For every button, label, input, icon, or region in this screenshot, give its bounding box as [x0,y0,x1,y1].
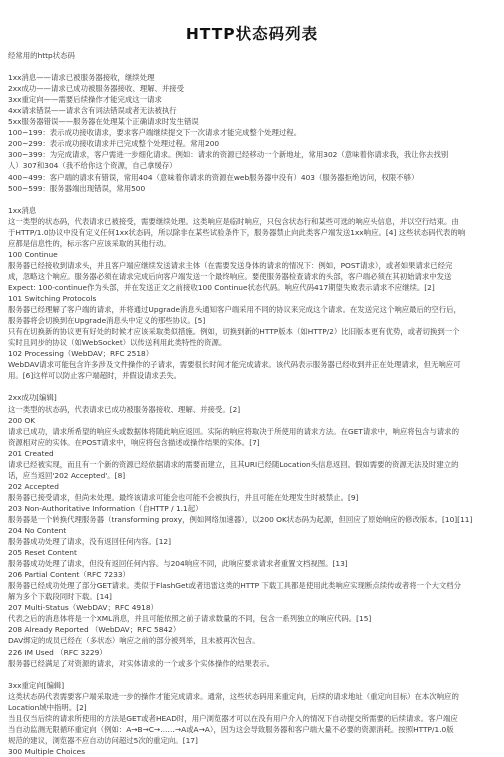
text-line: 实时且同步的协议（如WebSocket）以传送利用此类特性的资源。 [8,338,227,348]
text-line: 102 Processing（WebDAV；RFC 2518） [8,349,154,359]
text-line: 300~399：为完成请求，客户需进一步细化请求。例如：请求的资源已经移动一个新地址，常用302（意味着你请求我，我让你去找别 [8,150,449,160]
text-line: 100~199：表示成功接收请求，要求客户端继续提交下一次请求才能完成整个处理过程。 [8,128,302,138]
text-line: 只有在切换新的协议更有好处的时候才应该采取类似措施。例如，切换到新的HTTP版本（如HTTP/2）比旧版本更有优势，或者切换到一个 [8,327,460,337]
blank-line [8,61,500,72]
text-line: 101 Switching Protocols [8,294,97,304]
document-title: HTTP状态码列表 [185,25,319,43]
text-line: 于HTTP/1.0协议中没有定义任何1xx状态码，所以除非在某些试验条件下，服务器禁止向此类客户端发送1xx响应。[4] 这些状态码代表的响 [8,227,466,237]
text-line: 服务器成功处理了请求，但没有返回任何内容。与204响应不同，此响应要求请求者重置文档视图。[13] [8,559,348,569]
text-line: 2xx成功[编辑] [8,393,57,403]
text-line: 3xx重定向[编辑] [8,680,65,690]
text-line: Location域中指明。[2] [8,702,87,712]
text-line: 请求已成功，请求所希望的响应头或数据体将随此响应返回。实际的响应将取决于所使用的请求方法。在GET请求中，响应将包含与请求的 [8,426,459,436]
text-line: 应都是信息性的，标示客户应该采取的其他行动。 [8,238,171,248]
text-line: 服务器已经满足了对资源的请求，对实体请求的一个或多个实体操作的结果表示。 [8,658,275,668]
text-line: 服务器已经接收到请求头，并且客户端应继续发送请求主体（在需要发送身体的请求的情况下：例如，POST请求），或者如果请求已经完 [8,260,453,270]
text-line: 203 Non-Authoritative Information（自HTTP / 1.1起） [8,503,203,513]
text-line: 当自动监测无限循环重定向（例如：A→B→C→……→A或A→A），因为这会导致服务器和客户端大量不必要的资源消耗。按照HTTP/1.0版 [8,724,454,734]
text-line: 服务器是一个转换代理服务器（transforming proxy，例如网络加速器），以200 OK状态码为起源，但回应了原始响应的修改版本。[10][11] [8,514,473,524]
text-line: 这类状态码代表需要客户端采取进一步的操作才能完成请求。通常，这些状态码用来重定向，后续的请求地址（重定向目标）在本次响应的 [8,691,459,701]
text-line: 205 Reset Content [8,548,77,558]
text-line: 1xx消息 [8,205,37,215]
text-line: 请求已经被实现，而且有一个新的资源已经依据请求的需要而建立，且其URI已经随Location头信息返回。假如需要的资源无法及时建立的 [8,459,459,469]
text-line: 解为多个下载段同时下载。[14] [8,592,112,602]
text-line: 代表之后的消息体将是一个XML消息，并且可能依照之前子请求数量的不同，包含一系列独立的响应代码。[15] [8,614,372,624]
text-line: 这一类型的状态码，代表请求已被接受，需要继续处理。这类响应是临时响应，只包含状态行和某些可选的响应头信息，并以空行结束。由 [8,216,459,226]
text-line: 5xx服务器错误——服务器在处理某个正确请求时发生错误 [8,117,199,127]
text-line: 服务器已经理解了客户端的请求，并将通过Upgrade消息头通知客户端采用不同的协议来完成这个请求。在发送完这个响应最后的空行后， [8,305,461,315]
text-line: 4xx请求错误——请求含有词法错误或者无法被执行 [8,106,177,116]
text-line: Expect: 100-continue作为头部，并在发送正文之前接收100 Continue状态代码。响应代码417期望失败表示请求不应继续。[2] [8,282,435,292]
text-line: 206 Partial Content（RFC 7233） [8,570,130,580]
text-line: 208 Already Reported （WebDAV；RFC 5842） [8,625,181,635]
text-line: 规范的建议，浏览器不应自动访问超过5次的重定向。[17] [8,735,198,745]
text-line: 人）307和304（我不给你这个资源，自己拿缓存） [8,161,177,171]
text-line: 400~499：客户端的请求有错误，常用404（意味着你请求的资源在web服务器中没有）403（服务器拒绝访问，权限不够） [8,172,419,182]
blank-line [8,669,500,680]
text-line: 202 Accepted [8,481,59,491]
text-line: 3xx重定向——需要后续操作才能完成这一请求 [8,95,162,105]
text-line: 1xx消息——请求已被服务器接收，继续处理 [8,73,155,83]
text-line: 服务器成功处理了请求，没有返回任何内容。[12] [8,537,171,547]
blank-line [8,381,500,392]
document-body [8,50,500,757]
text-line: 经常用的http状态码 [8,51,75,60]
text-line: 200 OK [8,415,36,425]
text-line: 这一类型的状态码，代表请求已成功被服务器接收、理解、并接受。[2] [8,404,241,414]
text-line: 200~299：表示成功接收请求并已完成整个处理过程。常用200 [8,139,220,149]
text-line: 201 Created [8,448,54,458]
text-line: 用。[6]这样可以防止客户端超时，并假设请求丢失。 [8,371,182,381]
text-line: 226 IM Used （RFC 3229） [8,647,107,657]
section-gap [8,194,500,205]
text-line: 当且仅当后续的请求所使用的方法是GET或者HEAD时，用户浏览器才可以在没有用户介入的情况下自动提交所需要的后续请求。客户端应 [8,713,458,723]
text-line: 300 Multiple Choices [8,746,86,756]
text-line: 204 No Content [8,526,67,536]
text-line: 服务器将会切换到在Upgrade消息头中定义的那些协议。[5] [8,316,206,326]
text-line: 成，忽略这个响应。服务器必须在请求完成后向客户端发送一个最终响应。要使服务器检查请求的头部，客户端必须在其初始请求中发送 [8,271,452,281]
text-line: 100 Continue [8,249,58,259]
text-line: 话，应当返回'202 Accepted'。[8] [8,470,126,480]
text-line: DAV绑定的成员已经在（多状态）响应之前的部分被列举，且未被再次包含。 [8,636,260,646]
text-line: 资源相对应的实体。在POST请求中，响应将包含描述或操作结果的实体。[7] [8,437,260,447]
text-line: 500~599：服务器端出现错误，常用500 [8,183,146,193]
text-line: 服务器已经成功处理了部分GET请求。类似于FlashGet或者迅雷这类的HTTP 下载工具都是使用此类响应实现断点续传或者将一个大文档分 [8,581,462,591]
text-line: 2xx成功——请求已成功被服务器接收、理解、并接受 [8,84,185,94]
text-line: WebDAV请求可能包含许多涉及文件操作的子请求，需要很长时间才能完成请求。该代码表示服务器已经收到并正在处理请求，但无响应可 [8,360,461,370]
text-line: 207 Multi-Status（WebDAV；RFC 4918） [8,603,158,613]
text-line: 服务器已接受请求，但尚未处理。最终该请求可能会也可能不会被执行，并且可能在处理发生时被禁止。[9] [8,492,359,502]
